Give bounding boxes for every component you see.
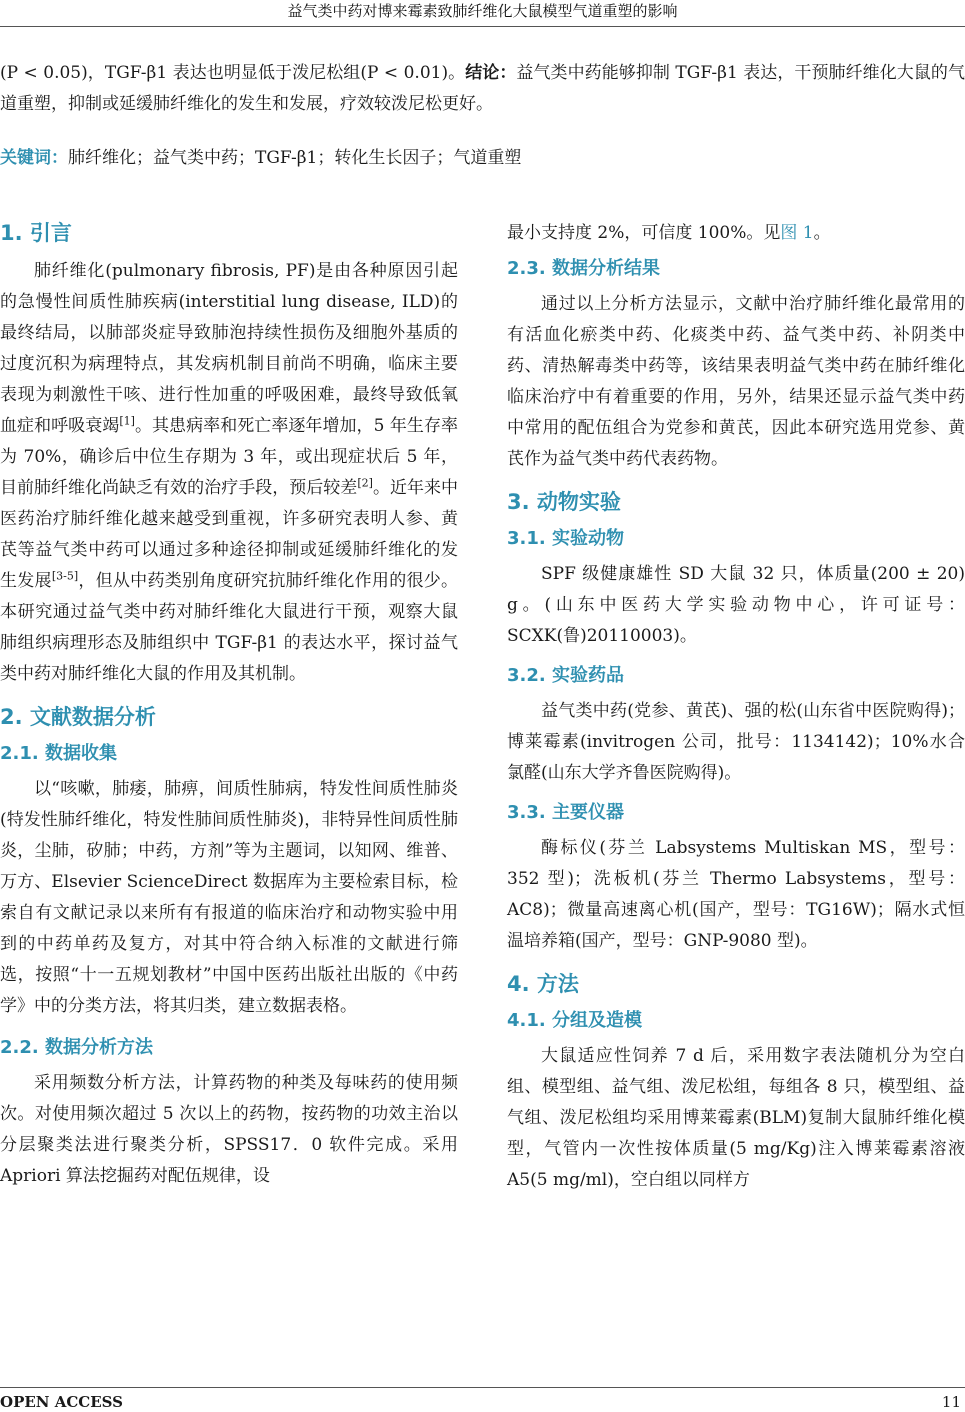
section-2-2-title: 2.2. 数据分析方法: [0, 1037, 153, 1058]
section-3-3-title: 3.3. 主要仪器: [507, 802, 624, 823]
section-2-1-paragraph: 以“咳嗽，肺痿，肺痹，间质性肺病，特发性间质性肺炎(特发性肺纤维化，特发性肺间质性肺炎)，非特异性间质性肺炎，尘肺，矽肺；中药，方剂”等为主题词，以知网、维普、万方、Elsevier ScienceDirect 数据库为主要检索目标，检索自有文献记录以来所有有报道的临床治疗和动物实验中用到的中药单药及复方，对其中符合纳入标准的文献进行筛选，按照“十一五规划教材”中国中医药出版社出版的《中药学》中的分类方法，将其归类，建立数据表格。: [0, 779, 458, 1016]
intro-paragraph: [0, 256, 458, 690]
section-3-1-title: 3.1. 实验动物: [507, 528, 624, 549]
section-2-title: 2. 文献数据分析: [0, 705, 156, 729]
footer-divider: [0, 1387, 965, 1388]
running-header: 益气类中药对博来霉素致肺纤维化大鼠模型气道重塑的影响: [287, 2, 678, 20]
continued-text: 最小支持度 2%，可信度 100%。见: [507, 223, 781, 243]
citation-3-5[interactable]: [3-5]: [51, 569, 79, 583]
page-number: 11: [941, 1393, 961, 1411]
section-3-title: 3. 动物实验: [507, 490, 621, 514]
section-3-3-paragraph: 酶标仪(芬兰 Labsystems Multiskan MS，型号：352 型)；洗板机(芬兰 Thermo Labsystems，型号：AC8)；微量高速离心机(国产，型号：TG16W)；隔水式恒温培养箱(国产，型号：GNP-9080 型)。: [507, 838, 965, 951]
section-4-title: 4. 方法: [507, 972, 579, 996]
abstract-conclusion: 益气类中药能够抑制 TGF-β1 表达，干预肺纤维化大鼠的气道重塑，抑制或延缓肺纤维化的发生和发展，疗效较泼尼松更好。: [0, 63, 965, 114]
continued-period: 。: [813, 223, 831, 243]
section-4-1-title: 4.1. 分组及造模: [507, 1010, 642, 1031]
intro-text-b: 。其患病率和死亡率逐年增加，5 年生存率为 70%，确诊后中位生存期为 3 年，或出现症状后 5 年，目前肺纤维化尚缺乏有效的治疗手段，预后较差: [0, 416, 458, 498]
citation-1[interactable]: [1]: [119, 414, 135, 428]
section-2-3-title: 2.3. 数据分析结果: [507, 258, 660, 279]
section-3-2-title: 3.2. 实验药品: [507, 665, 624, 686]
keywords-label: 关键词：: [0, 148, 68, 168]
left-column: [0, 218, 458, 1192]
section-4-1-paragraph: 大鼠适应性饲养 7 d 后，采用数字表法随机分为空白组、模型组、益气组、泼尼松组，每组各 8 只，模型组、益气组、泼尼松组均采用博莱霉素(BLM)复制大鼠肺纤维化模型，气管内一次性按体质量(5 mg/Kg)注入博莱霉素溶液 A5(5 mg/ml)，空白组以同样方: [507, 1046, 965, 1190]
figure-1-link[interactable]: 图 1: [780, 223, 814, 243]
citation-2[interactable]: [2]: [357, 476, 373, 490]
keywords: [0, 143, 965, 174]
section-2-2-continued: [507, 218, 965, 249]
conclusion-label: 结论：: [465, 63, 517, 83]
intro-text-d: ，但从中药类别角度研究抗肺纤维化作用的很少。本研究通过益气类中药对肺纤维化大鼠进行干预，观察大鼠肺组织病理形态及肺组织中 TGF-β1 的表达水平，探讨益气类中药对肺纤维化大鼠的作用及其机制。: [0, 571, 459, 684]
section-2-1-title: 2.1. 数据收集: [0, 743, 117, 764]
section-1-title: 1. 引言: [0, 221, 72, 245]
section-2-2-paragraph: 采用频数分析方法，计算药物的种类及每味药的使用频次。对使用频次超过 5 次以上的药物，按药物的功效主治以分层聚类法进行聚类分析，SPSS17．0 软件完成。采用 Apriori 算法挖掘药对配伍规律，设: [0, 1073, 458, 1186]
intro-text-c: 。近年来中医药治疗肺纤维化越来越受到重视，许多研究表明人参、黄芪等益气类中药可以通过多种途径抑制或延缓肺纤维化的发生发展: [0, 478, 458, 591]
right-column: [507, 218, 965, 1196]
header-divider: [0, 26, 965, 27]
abstract-text: [0, 58, 965, 120]
open-access-label: OPEN ACCESS: [0, 1393, 123, 1411]
section-2-3-paragraph: 通过以上分析方法显示，文献中治疗肺纤维化最常用的有活血化瘀类中药、化痰类中药、益气类中药、补阴类中药、清热解毒类中药等，该结果表明益气类中药在肺纤维化临床治疗中有着重要的作用，另外，结果还显示益气类中药中常用的配伍组合为党参和黄芪，因此本研究选用党参、黄芪作为益气类中药代表药物。: [507, 294, 965, 469]
section-3-2-paragraph: 益气类中药(党参、黄芪)、强的松(山东省中医院购得)；博莱霉素(invitrogen 公司，批号：1134142)；10%水合氯醛(山东大学齐鲁医院购得)。: [507, 701, 965, 783]
abstract-results: (P < 0.05)，TGF-β1 表达也明显低于泼尼松组(P < 0.01)。: [0, 63, 466, 83]
keywords-text: 肺纤维化；益气类中药；TGF-β1；转化生长因子；气道重塑: [68, 148, 522, 168]
section-3-1-paragraph: SPF 级健康雄性 SD 大鼠 32 只，体质量(200 ± 20) g。(山东中医药大学实验动物中心，许可证号：SCXK(鲁)20110003)。: [507, 564, 965, 646]
intro-text-a: 肺纤维化(pulmonary fibrosis, PF)是由各种原因引起的急慢性间质性肺疾病(interstitial lung disease, ILD)的最终结局，以肺部炎症导致肺泡持续性损伤及细胞外基质的过度沉积为病理特点，其发病机制目前尚不明确，临床主要表现为刺激性干咳、进行性加重的呼吸困难，最终导致低氧血症和呼吸衰竭: [0, 261, 458, 436]
